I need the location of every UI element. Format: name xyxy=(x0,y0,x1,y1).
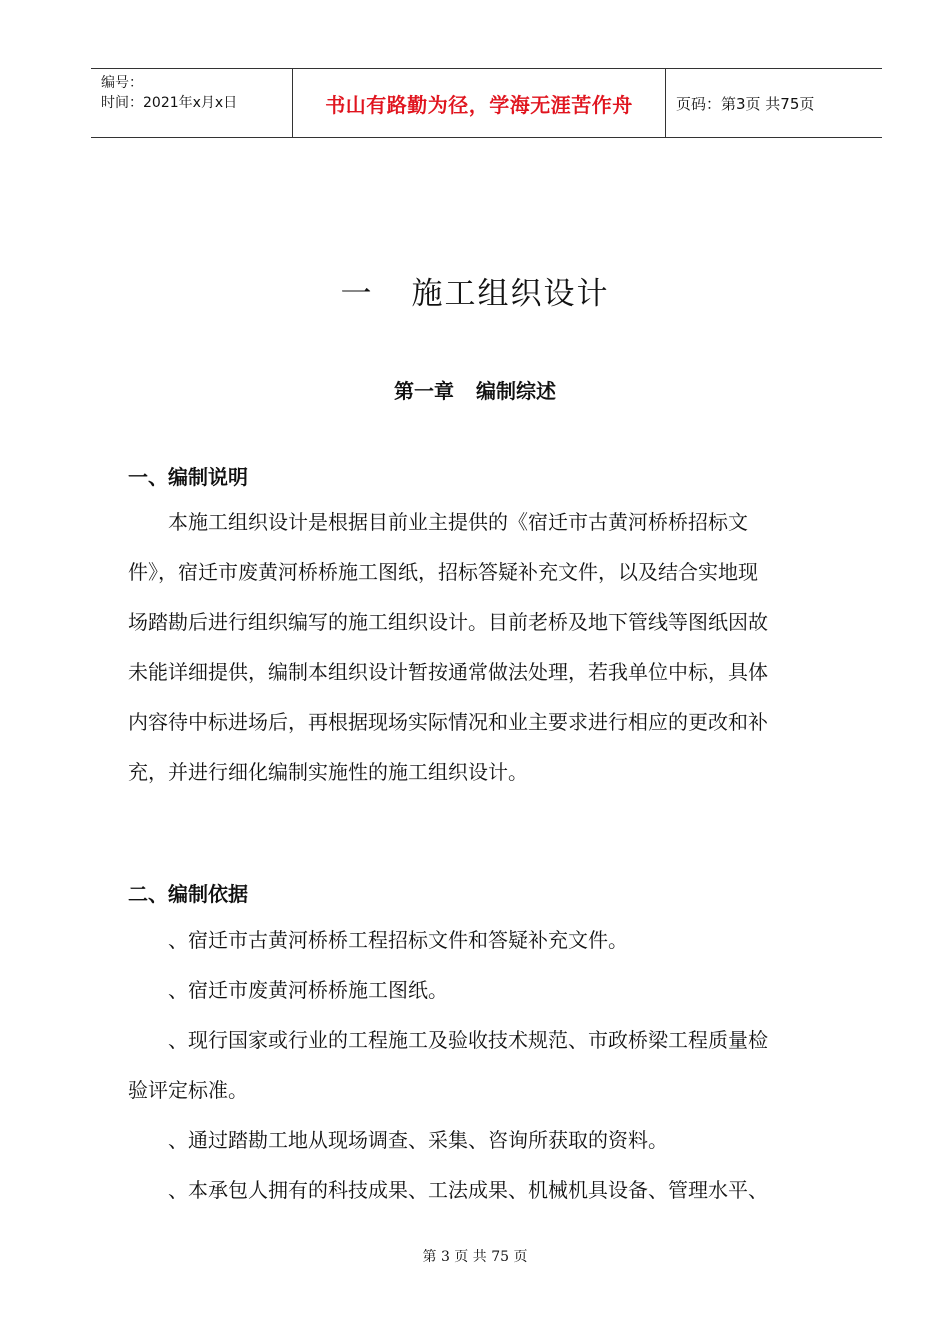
section1-heading: 一、编制说明 xyxy=(128,465,248,489)
list-item: 、本承包人拥有的科技成果、工法成果、机械机具设备、管理水平、 xyxy=(168,1178,768,1202)
section2-heading: 二、编制依据 xyxy=(128,882,248,906)
chapter-number: 第一章 xyxy=(394,379,454,403)
title-number: 一 xyxy=(340,276,374,312)
section1-paragraph xyxy=(128,497,840,797)
document-title xyxy=(0,268,950,313)
paragraph-line: 内容待中标进场后，再根据现场实际情况和业主要求进行相应的更改和补 xyxy=(128,710,768,734)
list-item-continuation: 验评定标准。 xyxy=(128,1078,248,1102)
header-page-label: 页码：第3页 共75页 xyxy=(676,94,815,113)
paragraph-line: 充，并进行细化编制实施性的施工组织设计。 xyxy=(128,760,528,784)
list-item: 、宿迁市古黄河桥桥工程招标文件和答疑补充文件。 xyxy=(168,928,628,952)
chapter-title: 编制综述 xyxy=(476,379,556,403)
chapter-heading xyxy=(0,375,950,404)
page-footer: 第 3 页 共 75 页 xyxy=(422,1249,528,1265)
header-motto: 书山有路勤为径，学海无涯苦作舟 xyxy=(293,69,666,137)
paragraph-line: 件》，宿迁市废黄河桥桥施工图纸，招标答疑补充文件，以及结合实地现 xyxy=(128,560,758,584)
list-item: 、通过踏勘工地从现场调查、采集、咨询所获取的资料。 xyxy=(168,1128,668,1152)
number-label: 编号： xyxy=(101,75,143,91)
time-label: 时间：2021年x月x日 xyxy=(101,95,238,111)
title-text: 施工组织设计 xyxy=(411,276,610,312)
paragraph-line: 未能详细提供，编制本组织设计暂按通常做法处理，若我单位中标，具体 xyxy=(128,660,768,684)
paragraph-line: 场踏勘后进行组织编写的施工组织设计。目前老桥及地下管线等图纸因故 xyxy=(128,610,768,634)
list-item: 、宿迁市废黄河桥桥施工图纸。 xyxy=(168,978,448,1002)
header-table xyxy=(91,68,882,138)
list-item: 、现行国家或行业的工程施工及验收技术规范、市政桥梁工程质量检 xyxy=(168,1028,768,1052)
paragraph-line: 本施工组织设计是根据目前业主提供的《宿迁市古黄河桥桥招标文 xyxy=(168,510,748,534)
header-meta-cell xyxy=(91,69,293,137)
basis-list xyxy=(128,915,840,1215)
